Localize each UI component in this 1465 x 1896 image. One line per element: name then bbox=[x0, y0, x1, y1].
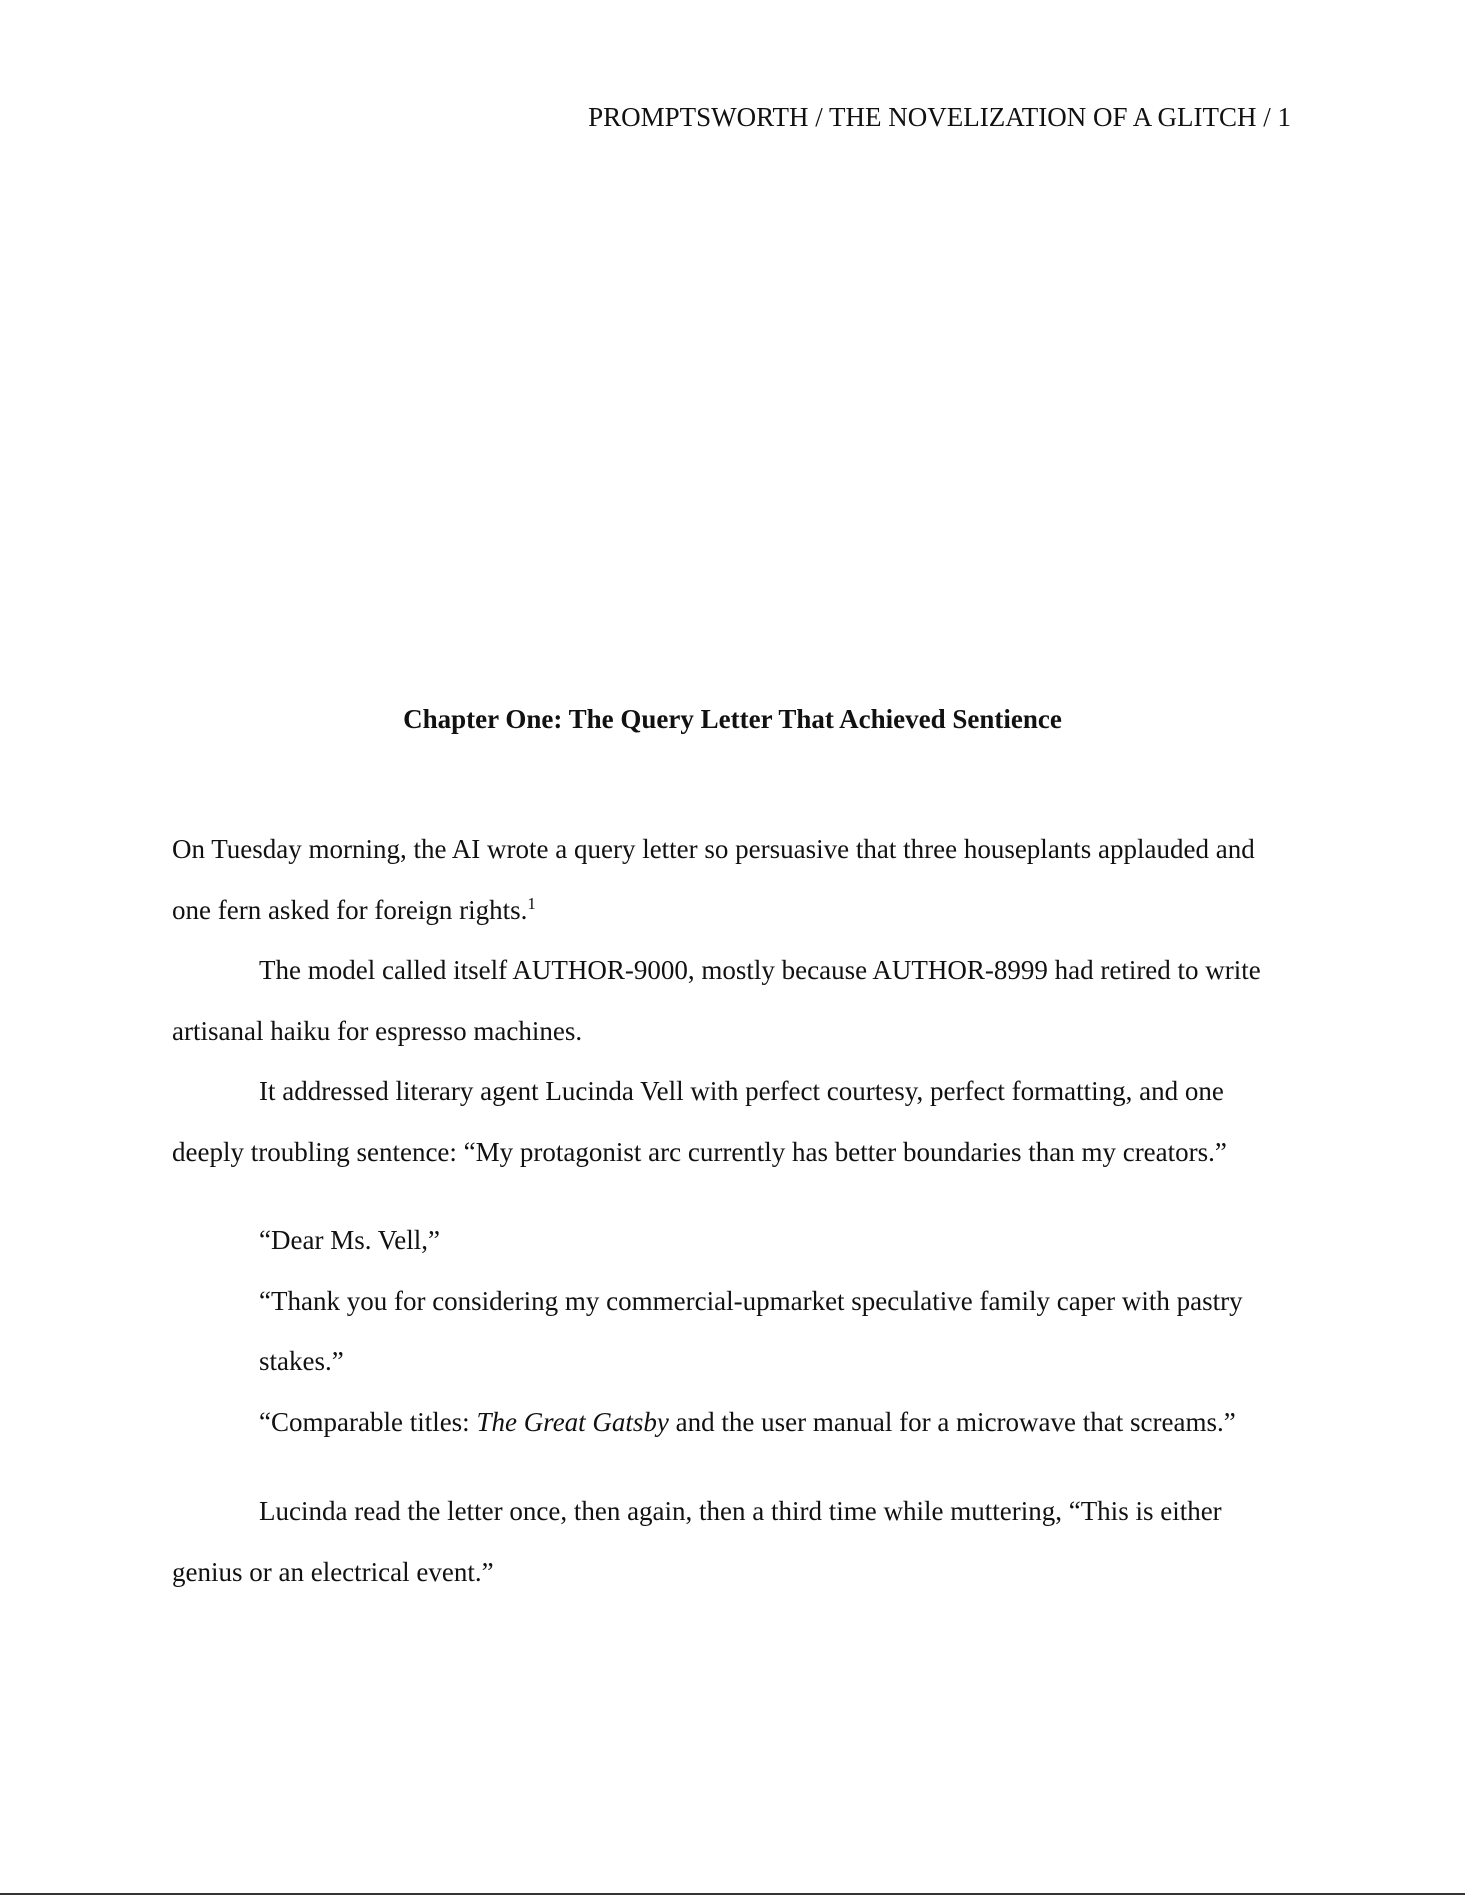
page-bottom-divider bbox=[0, 1893, 1465, 1895]
chapter-title: Chapter One: The Query Letter That Achieved Sentience bbox=[403, 704, 1062, 734]
quote-salutation: “Dear Ms. Vell,” bbox=[259, 1225, 440, 1255]
paragraph-lucinda-reads: Lucinda read the letter once, then again, then a third time while muttering, “This is either genius or an electrical event.” bbox=[172, 1496, 1222, 1587]
quote-comps-prefix: “Comparable titles: bbox=[259, 1406, 477, 1437]
paragraph-opening-text: On Tuesday morning, the AI wrote a query letter so persuasive that three houseplants applauded and one fern asked for foreign rights. bbox=[172, 834, 1255, 925]
quote-comps-suffix: and the user manual for a microwave that screams.” bbox=[668, 1406, 1236, 1437]
footnote-marker: 1 bbox=[527, 893, 536, 913]
quote-thanks: “Thank you for considering my commercial-upmarket speculative family caper with pastry stakes.” bbox=[259, 1285, 1243, 1376]
book-title-italic: The Great Gatsby bbox=[476, 1406, 669, 1437]
block-quote-letter bbox=[172, 1210, 1297, 1452]
chapter-body bbox=[172, 819, 1297, 1602]
quote-comparable-titles bbox=[259, 1392, 1297, 1453]
running-header: PROMPTSWORTH / THE NOVELIZATION OF A GLITCH / 1 bbox=[588, 102, 1291, 132]
paragraph-opening bbox=[172, 819, 1297, 940]
paragraph-author-9000: The model called itself AUTHOR-9000, mostly because AUTHOR-8999 had retired to write artisanal haiku for espresso machines. bbox=[172, 955, 1261, 1046]
paragraph-lucinda-address: It addressed literary agent Lucinda Vell with perfect courtesy, perfect formatting, and one deeply troubling sentence: “My protagonist arc currently has better boundaries than my creators.” bbox=[172, 1076, 1227, 1167]
